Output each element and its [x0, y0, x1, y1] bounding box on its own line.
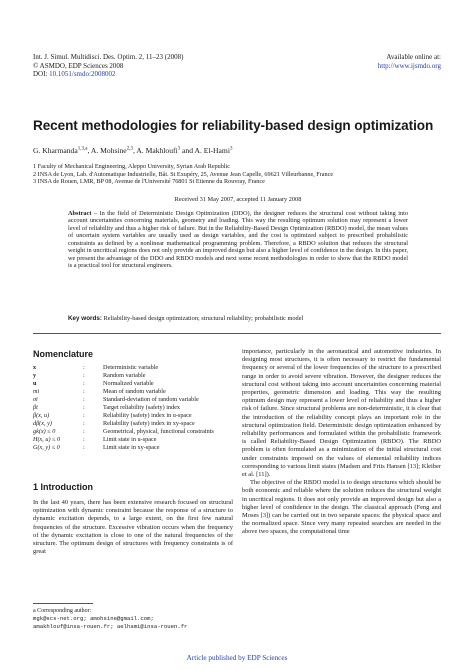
nomenclature-desc: Geometrical, physical, functional constraints: [103, 428, 214, 435]
nomenclature-symbol: G(x, y) ≤ 0: [33, 444, 60, 451]
nomenclature-table: [33, 364, 233, 452]
intro-paragraph-cont: importance, particularly in the aeronautical and automotive industries. In designing most structures, it is often necessary to restrict the fundamental frequency or several of the lower frequencies of the structure to a prescribed range in order to avoid severe vibration. However, the designer reduces the structural cost without taking into account uncertainties concerning material properties, geometric dimension and loading. This way the resulting optimum design may represent a lower level of reliability and thus a higher risk of failure. Since structural problems are non-deterministic, it is clear that the introduction of the reliability concept plays an important role in the structural optimization field. Deterministic design optimization enhanced by reliability performances and formulated within the probabilistic framework is called Reliability-Based Design Optimization (RBDO). The RBDO problem is often formulated as a minimization of the initial structural cost under constraints imposed on the values of elemental reliability indices corresponding to various limit states (Madsen and Friis Hansen [13]; Kleiber et al. [11]).: [242, 348, 441, 479]
nomenclature-row: y : Random variable: [33, 372, 233, 380]
affiliations: [33, 163, 333, 186]
doi-line: [33, 70, 183, 79]
journal-header: [33, 53, 183, 79]
nomenclature-desc: Deterministic variable: [103, 364, 159, 371]
introduction-heading: 1 Introduction: [33, 482, 93, 492]
nomenclature-row: σi : Standard-deviation of random variable: [33, 396, 233, 404]
nomenclature-symbol: mi: [33, 388, 40, 395]
intro-paragraph-2: The objective of the RBDO model is to design structures which should be both economic and reliable where the solution reduces the structural weight in uncritical regions. It does not only provide an improved design but also a higher level of confidence in the design. The classical approach (Feng and Moses [3]) can be carried out in two separate spaces: the physical space and the normalized space. Since very many repeated searches are needed in the above two spaces, the computational time: [242, 479, 441, 536]
keywords: [68, 315, 408, 322]
nomenclature-desc: Standard-deviation of random variable: [103, 396, 199, 403]
keywords-text: Reliability-based design optimization; structural reliability; probabilistic model: [103, 315, 304, 322]
article-title: Recent methodologies for reliability-based design optimization: [33, 118, 434, 133]
nomenclature-heading: Nomenclature: [33, 349, 94, 359]
nomenclature-symbol: β(x, u): [33, 412, 50, 419]
nomenclature-desc: Normalized variable: [103, 380, 154, 387]
abstract-text: [68, 210, 408, 270]
nomenclature-desc: Random variable: [103, 372, 146, 379]
nomenclature-desc: Limit state in u-space: [103, 436, 157, 443]
nomenclature-row: H(x, u) ≤ 0 : Limit state in u-space: [33, 436, 233, 444]
keywords-label: Key words:: [68, 315, 102, 322]
affiliation-2: 2 INSA de Lyon, Lab. d'Automatique Industrielle, Bât. St Exupéry, 25, Avenue Jean Capelle, 69621 Villeurbanne, France: [33, 170, 334, 178]
author-list: G. Kharmanda$^{1,3,a}$, A. Mohsine$^{2,3}$, A. Makhloufi$^3$ and A. El-Hami$^3$: [33, 146, 233, 155]
nomenclature-row: u : Normalized variable: [33, 380, 233, 388]
footnote-emails-1: mgk@scs-net.org; amohsine@gmail.com;: [33, 615, 154, 623]
nomenclature-desc: Reliability (safety) index in xy-space: [103, 420, 195, 427]
journal-url-link[interactable]: http://www.ijsmdo.org: [377, 61, 441, 70]
footnote-emails-2: amakhlouf@insa-rouen.fr; aelhami@insa-rouen.fr: [33, 622, 188, 630]
nomenclature-symbol: y: [33, 372, 37, 379]
intro-paragraph-1: In the last 40 years, there has been extensive research focused on structural optimization with dynamic constraint because the response of a structure to dynamic excitation depends, to a large extent, on the first few natural frequencies of the structure. Excessive vibration occurs when the frequency of the dynamic excitation is close to one of the natural frequencies of the structure. The optimum design of structures with frequency constraints is of great: [33, 499, 233, 556]
footnote-rule: [33, 603, 93, 604]
abstract-block: [68, 196, 408, 270]
affiliation-3: 3 INSA de Rouen, LMR, BP 08, Avenue de l'Université 76801 St Etienne du Rouvray, France: [33, 178, 265, 186]
nomenclature-symbol: x: [33, 364, 37, 371]
nomenclature-symbol: u: [33, 380, 37, 387]
nomenclature-row: βt : Target reliability (safety) index: [33, 404, 233, 412]
nomenclature-row: mi : Mean of random variable: [33, 388, 233, 396]
nomenclature-symbol: σi: [33, 396, 38, 403]
availability-block: [378, 53, 441, 70]
nomenclature-symbol: H(x, u) ≤ 0: [33, 436, 61, 443]
nomenclature-desc: Limit state in xy-space: [103, 444, 160, 451]
nomenclature-row: x : Deterministic variable: [33, 364, 233, 372]
nomenclature-row: G(x, y) ≤ 0 : Limit state in xy-space: [33, 444, 233, 452]
doi-link[interactable]: 10.1051/smdo:2008002: [49, 70, 116, 79]
nomenclature-desc: Target reliability (safety) index: [103, 404, 180, 411]
copyright-line: © ASMDO, EDP Sciences 2008: [33, 61, 124, 70]
nomenclature-symbol: dβ(x, y): [33, 420, 52, 427]
doi-label: DOI:: [33, 70, 48, 79]
intro-right-column: [242, 348, 441, 537]
abstract-label: Abstract: [68, 209, 92, 217]
nomenclature-row: dβ(x, y) : Reliability (safety) index in xy-space: [33, 420, 233, 428]
available-label: Available online at:: [386, 53, 441, 61]
nomenclature-row: gk(x) ≤ 0 : Geometrical, physical, functional constraints: [33, 428, 233, 436]
nomenclature-desc: Reliability (safety) index in u-space: [103, 412, 192, 419]
publisher-footer: Article published by EDP Sciences: [186, 654, 288, 662]
footnote-label: a Corresponding author:: [33, 608, 92, 614]
nomenclature-symbol: βt: [33, 404, 38, 411]
nomenclature-row: β(x, u) : Reliability (safety) index in u-space: [33, 412, 233, 420]
abstract-rule: [33, 333, 441, 334]
footnote: [33, 608, 187, 630]
nomenclature-desc: Mean of random variable: [103, 388, 166, 395]
journal-citation: Int. J. Simul. Multidisci. Des. Optim. 2, 11–23 (2008): [33, 53, 184, 61]
abstract-body: – In the field of Deterministic Design Optimization (DDO), the designer reduces the structural cost without taking into account uncertainties concerning materials, geometry and loading. This way the resulting optimum solution may represent a lower level of reliability and thus a higher risk of failure. But in the Reliability-Based Design Optimization (RBDO) model, the mean values of uncertain system variables are usually used as design variables, and the cost is optimized subject to prescribed probabilistic constraints as defined by a nonlinear mathematical programming problem. Therefore, a RBDO solution that reduces the structural weight in uncritical regions does not only provide an improved design but also a higher level of confidence in the design. In this paper, we present the advantage of the DDO and RBDO models and next some recent methodologies in order to show that the RBDO model is a practical tool for structural engineers.: [68, 209, 408, 270]
affiliation-1: 1 Faculty of Mechanical Engineering, Aleppo University, Syrian Arab Republic: [33, 163, 231, 170]
received-date: Received 31 May 2007, accepted 11 January 2008: [174, 196, 302, 203]
nomenclature-symbol: gk(x) ≤ 0: [33, 428, 56, 435]
intro-left-column: [33, 499, 233, 556]
